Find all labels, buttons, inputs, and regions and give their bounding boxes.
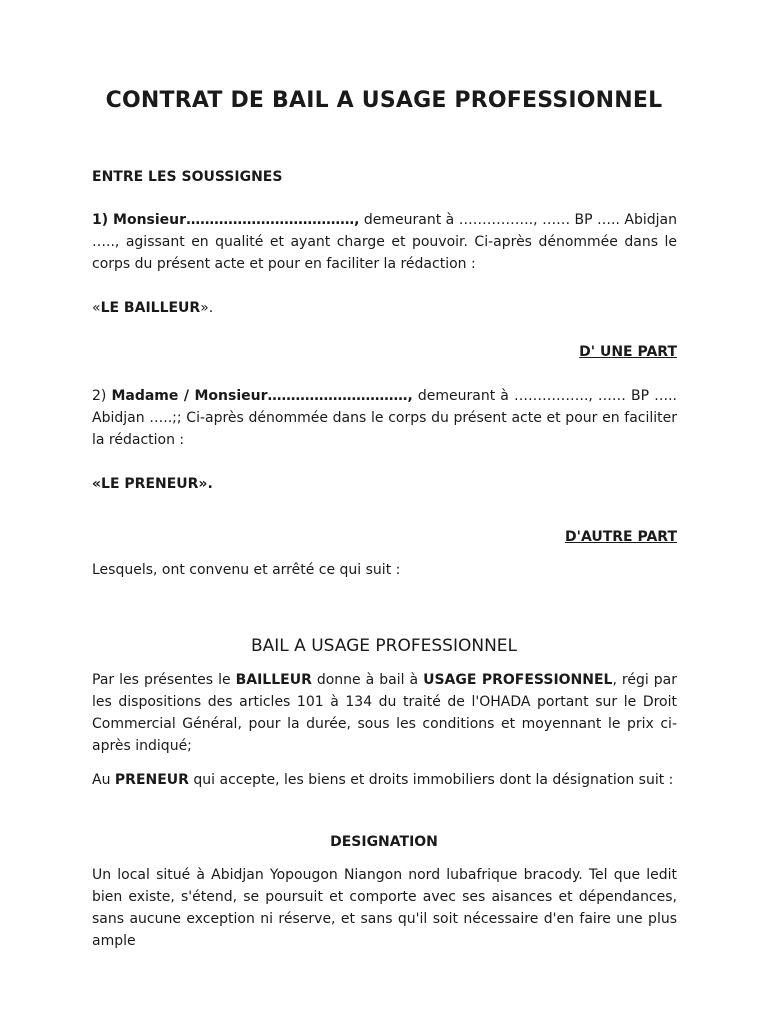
designation-title: DESIGNATION bbox=[330, 834, 438, 850]
party2-label: Madame / Monsieur bbox=[111, 388, 268, 404]
part1-label bbox=[92, 341, 677, 363]
part2-label bbox=[92, 526, 677, 548]
bailleur-line bbox=[92, 297, 677, 319]
party1-paragraph bbox=[92, 209, 677, 275]
agreed-line: Lesquels, ont convenu et arrêté ce qui suit : bbox=[92, 562, 401, 578]
section-title: BAIL A USAGE PROFESSIONNEL bbox=[251, 636, 517, 656]
lease-bailleur: BAILLEUR bbox=[235, 672, 312, 688]
lease-text-1: Par les présentes le bbox=[92, 672, 236, 688]
preneur-line: «LE PRENEUR». bbox=[92, 476, 213, 492]
party2-dots: …………………………, bbox=[267, 388, 413, 404]
bailleur-name: LE BAILLEUR bbox=[100, 300, 201, 316]
parties-heading: ENTRE LES SOUSSIGNES bbox=[92, 169, 283, 185]
party1-dots: ………………………………, bbox=[186, 212, 360, 228]
lease-text-3: , régi par les dispositions des articles 101 à 134 du traité de l'OHADA portant sur le Droit Commercial Général, pour la durée, sous les conditions et moyennant le prix ci-après indiqué; bbox=[92, 672, 677, 754]
designation-paragraph: Un local situé à Abidjan Yopougon Niangon nord lubafrique bracody. Tel que ledit bien existe, s'étend, se poursuit et comporte avec ses aisances et dépendances, sans aucune exception ni réserve, et sans qu'il soit nécessaire d'en faire une plus ample bbox=[92, 867, 677, 949]
document-title: CONTRAT DE BAIL A USAGE PROFESSIONNEL bbox=[105, 88, 663, 113]
party2-text: demeurant à ……………., …… BP ….. Abidjan …..;; Ci-après dénommée dans le corps du présent acte et pour en faciliter la rédaction : bbox=[92, 388, 677, 448]
part1-text: D' UNE PART bbox=[579, 344, 677, 360]
party2-prefix: 2) bbox=[92, 388, 112, 404]
party2-paragraph bbox=[92, 385, 677, 451]
bailleur-quote-open: « bbox=[92, 300, 101, 316]
lease-text-2: donne à bail à bbox=[311, 672, 424, 688]
preneur-text-2: qui accepte, les biens et droits immobiliers dont la désignation suit : bbox=[188, 772, 674, 788]
lease-paragraph bbox=[92, 669, 677, 757]
preneur-text-1: Au bbox=[92, 772, 115, 788]
preneur-paragraph bbox=[92, 769, 677, 791]
bailleur-quote-close: ». bbox=[200, 300, 214, 316]
part2-text: D'AUTRE PART bbox=[565, 529, 677, 545]
lease-usage: USAGE PROFESSIONNEL bbox=[423, 672, 613, 688]
preneur-bold: PRENEUR bbox=[114, 772, 189, 788]
party1-text: demeurant à ……………., …… BP ….. Abidjan ….., agissant en qualité et ayant charge et pouvoir. Ci-après dénommée dans le corps du présent acte et pour en faciliter la rédaction : bbox=[92, 212, 678, 272]
party1-label: 1) Monsieur bbox=[92, 212, 187, 228]
